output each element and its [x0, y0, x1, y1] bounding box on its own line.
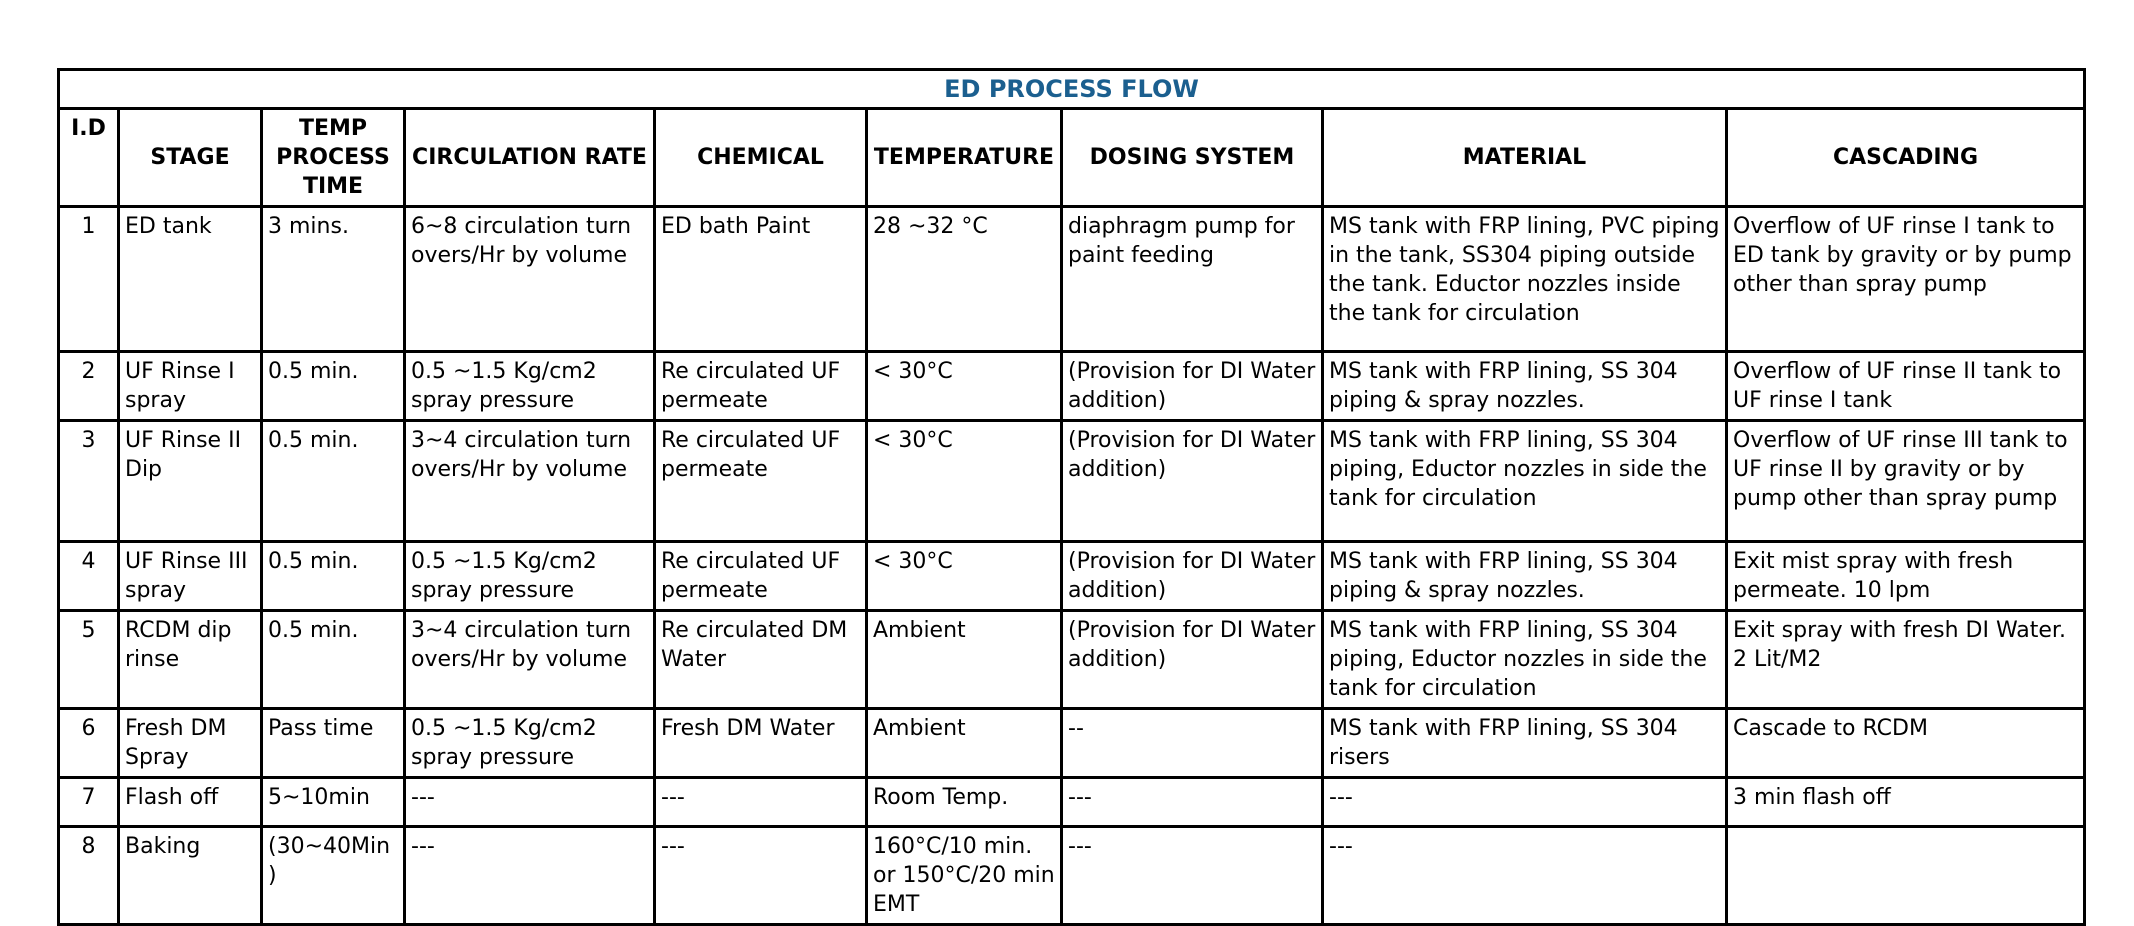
- cell-id: 5: [59, 611, 119, 709]
- cell-circulation: ---: [405, 778, 655, 827]
- header-chemical: CHEMICAL: [655, 109, 867, 207]
- cell-material: MS tank with FRP lining, SS 304 piping & spray nozzles.: [1323, 542, 1727, 611]
- table-row: [59, 207, 2085, 352]
- cell-temperature: < 30°C: [867, 421, 1062, 542]
- cell-dosing: ---: [1062, 778, 1323, 827]
- cell-circulation: 6~8 circulation turn overs/Hr by volume: [405, 207, 655, 352]
- cell-stage: ED tank: [119, 207, 262, 352]
- header-id: I.D: [59, 109, 119, 207]
- cell-dosing: ---: [1062, 827, 1323, 925]
- cell-cascading: Exit spray with fresh DI Water. 2 Lit/M2: [1727, 611, 2085, 709]
- cell-chemical: Re circulated UF permeate: [655, 542, 867, 611]
- cell-stage: Baking: [119, 827, 262, 925]
- cell-time: 0.5 min.: [262, 542, 405, 611]
- cell-cascading: Exit mist spray with fresh permeate. 10 lpm: [1727, 542, 2085, 611]
- cell-stage: UF Rinse II Dip: [119, 421, 262, 542]
- cell-material: ---: [1323, 778, 1727, 827]
- cell-temperature: 28 ~32 °C: [867, 207, 1062, 352]
- cell-stage: UF Rinse III spray: [119, 542, 262, 611]
- cell-id: 2: [59, 352, 119, 421]
- table-row: [59, 542, 2085, 611]
- cell-dosing: (Provision for DI Water addition): [1062, 421, 1323, 542]
- cell-circulation: ---: [405, 827, 655, 925]
- table-title: ED PROCESS FLOW: [59, 70, 2085, 109]
- header-temperature: TEMPERATURE: [867, 109, 1062, 207]
- cell-stage: Flash off: [119, 778, 262, 827]
- cell-material: MS tank with FRP lining, SS 304 risers: [1323, 709, 1727, 778]
- header-stage: STAGE: [119, 109, 262, 207]
- cell-circulation: 3~4 circulation turn overs/Hr by volume: [405, 611, 655, 709]
- cell-cascading: Cascade to RCDM: [1727, 709, 2085, 778]
- cell-id: 8: [59, 827, 119, 925]
- cell-material: ---: [1323, 827, 1727, 925]
- header-circulation: CIRCULATION RATE: [405, 109, 655, 207]
- cell-chemical: ---: [655, 778, 867, 827]
- header-dosing: DOSING SYSTEM: [1062, 109, 1323, 207]
- cell-stage: Fresh DM Spray: [119, 709, 262, 778]
- cell-circulation: 0.5 ~1.5 Kg/cm2 spray pressure: [405, 709, 655, 778]
- cell-circulation: 0.5 ~1.5 Kg/cm2 spray pressure: [405, 542, 655, 611]
- header-row: [59, 109, 2085, 207]
- cell-id: 3: [59, 421, 119, 542]
- cell-dosing: diaphragm pump for paint feeding: [1062, 207, 1323, 352]
- table-row: [59, 778, 2085, 827]
- cell-id: 4: [59, 542, 119, 611]
- cell-temperature: Room Temp.: [867, 778, 1062, 827]
- table-row: [59, 611, 2085, 709]
- cell-circulation: 0.5 ~1.5 Kg/cm2 spray pressure: [405, 352, 655, 421]
- process-flow-table-container: [57, 68, 2083, 926]
- cell-cascading: Overflow of UF rinse I tank to ED tank by gravity or by pump other than spray pump: [1727, 207, 2085, 352]
- cell-dosing: (Provision for DI Water addition): [1062, 611, 1323, 709]
- cell-time: 3 mins.: [262, 207, 405, 352]
- cell-stage: RCDM dip rinse: [119, 611, 262, 709]
- cell-id: 7: [59, 778, 119, 827]
- cell-stage: UF Rinse I spray: [119, 352, 262, 421]
- cell-temperature: 160°C/10 min. or 150°C/20 min EMT: [867, 827, 1062, 925]
- process-flow-table: [57, 68, 2086, 926]
- header-cascading: CASCADING: [1727, 109, 2085, 207]
- table-row: [59, 709, 2085, 778]
- cell-cascading: Overflow of UF rinse III tank to UF rinse II by gravity or by pump other than spray pump: [1727, 421, 2085, 542]
- table-body: [59, 207, 2085, 925]
- cell-time: 0.5 min.: [262, 352, 405, 421]
- cell-time: Pass time: [262, 709, 405, 778]
- cell-chemical: Re circulated UF permeate: [655, 352, 867, 421]
- table-row: [59, 352, 2085, 421]
- cell-chemical: Re circulated UF permeate: [655, 421, 867, 542]
- cell-dosing: (Provision for DI Water addition): [1062, 352, 1323, 421]
- cell-chemical: ED bath Paint: [655, 207, 867, 352]
- cell-circulation: 3~4 circulation turn overs/Hr by volume: [405, 421, 655, 542]
- cell-temperature: Ambient: [867, 611, 1062, 709]
- cell-dosing: (Provision for DI Water addition): [1062, 542, 1323, 611]
- cell-chemical: Fresh DM Water: [655, 709, 867, 778]
- cell-dosing: --: [1062, 709, 1323, 778]
- cell-id: 1: [59, 207, 119, 352]
- cell-material: MS tank with FRP lining, SS 304 piping, Eductor nozzles in side the tank for circulation: [1323, 421, 1727, 542]
- cell-chemical: Re circulated DM Water: [655, 611, 867, 709]
- table-row: [59, 421, 2085, 542]
- cell-chemical: ---: [655, 827, 867, 925]
- cell-temperature: Ambient: [867, 709, 1062, 778]
- cell-temperature: < 30°C: [867, 352, 1062, 421]
- cell-time: 0.5 min.: [262, 421, 405, 542]
- cell-cascading: Overflow of UF rinse II tank to UF rinse I tank: [1727, 352, 2085, 421]
- cell-temperature: < 30°C: [867, 542, 1062, 611]
- cell-material: MS tank with FRP lining, SS 304 piping & spray nozzles.: [1323, 352, 1727, 421]
- cell-time: 5~10min: [262, 778, 405, 827]
- cell-material: MS tank with FRP lining, SS 304 piping, Eductor nozzles in side the tank for circulation: [1323, 611, 1727, 709]
- header-material: MATERIAL: [1323, 109, 1727, 207]
- header-time: TEMP PROCESS TIME: [262, 109, 405, 207]
- cell-time: 0.5 min.: [262, 611, 405, 709]
- cell-id: 6: [59, 709, 119, 778]
- cell-material: MS tank with FRP lining, PVC piping in the tank, SS304 piping outside the tank. Eductor nozzles inside the tank for circulation: [1323, 207, 1727, 352]
- cell-cascading: 3 min flash off: [1727, 778, 2085, 827]
- cell-time: (30~40Min ): [262, 827, 405, 925]
